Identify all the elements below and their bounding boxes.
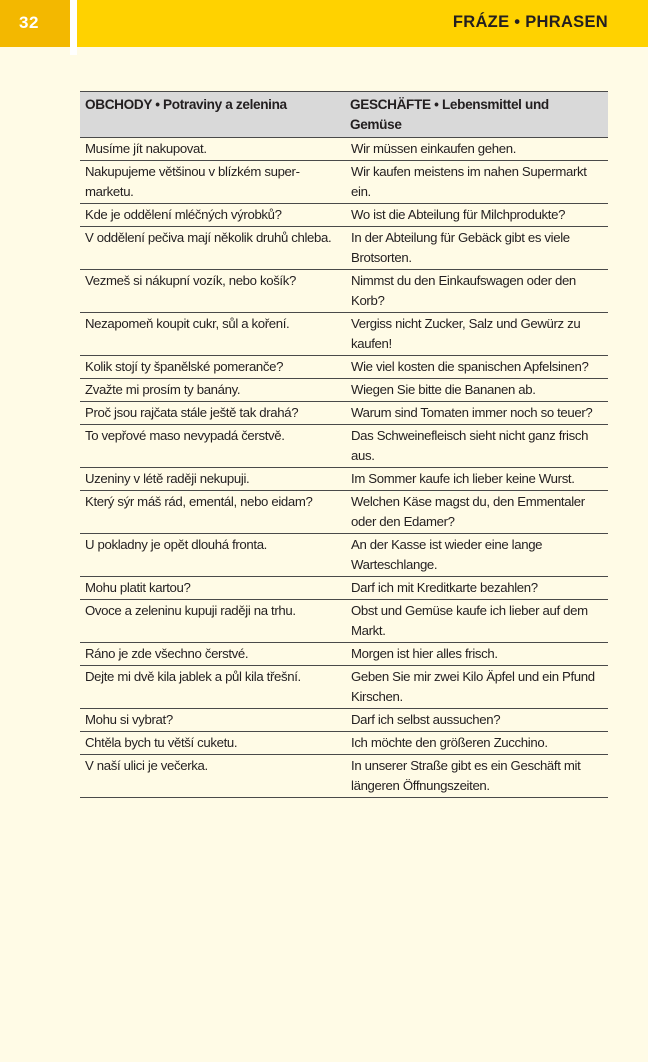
table-row (80, 577, 608, 600)
phrase-cz: Uzeniny v létě raději nekupuji. (80, 468, 345, 491)
phrase-de: Das Schweinefleisch sieht nicht ganz frisch aus. (345, 425, 608, 468)
phrase-cz: Mohu si vybrat? (80, 709, 345, 732)
table-body (80, 138, 608, 798)
phrase-cz: Vezmeš si nákupní vozík, nebo košík? (80, 270, 345, 313)
table-row (80, 379, 608, 402)
phrase-cz: Chtěla bych tu větší cuketu. (80, 732, 345, 755)
table-row (80, 356, 608, 379)
table-header-row (80, 92, 608, 138)
phrase-de: Ich möchte den größeren Zucchino. (345, 732, 608, 755)
phrase-de: Wie viel kosten die spanischen Apfelsinen? (345, 356, 608, 379)
table-row (80, 491, 608, 534)
phrase-de: In der Abteilung für Gebäck gibt es viele Brotsorten. (345, 227, 608, 270)
phrase-de: Geben Sie mir zwei Kilo Äpfel und ein Pfund Kirschen. (345, 666, 608, 709)
table-row (80, 204, 608, 227)
table-row (80, 732, 608, 755)
phrase-de: Darf ich selbst aussuchen? (345, 709, 608, 732)
phrase-de: Nimmst du den Einkaufswagen oder den Korb? (345, 270, 608, 313)
phrase-cz: V oddělení pečiva mají několik druhů chleba. (80, 227, 345, 270)
phrase-de: Im Sommer kaufe ich lieber keine Wurst. (345, 468, 608, 491)
phrase-cz: Nakupujeme většinou v blízkém super-marketu. (80, 161, 345, 204)
header-cz: OBCHODY • Potraviny a zelenina (80, 92, 345, 138)
phrase-cz: Kde je oddělení mléčných výrobků? (80, 204, 345, 227)
page-number: 32 (19, 12, 39, 32)
table-row (80, 138, 608, 161)
table-row (80, 402, 608, 425)
phrase-de: In unserer Straße gibt es ein Geschäft mit längeren Öffnungszeiten. (345, 755, 608, 798)
table-row (80, 425, 608, 468)
phrase-cz: Mohu platit kartou? (80, 577, 345, 600)
phrase-cz: Proč jsou rajčata stále ještě tak drahá? (80, 402, 345, 425)
phrase-cz: Nezapomeň koupit cukr, sůl a koření. (80, 313, 345, 356)
table-row (80, 468, 608, 491)
table-row (80, 227, 608, 270)
phrase-cz: Musíme jít nakupovat. (80, 138, 345, 161)
phrase-cz: To vepřové maso nevypadá čerstvě. (80, 425, 345, 468)
phrase-de: Wir müssen einkaufen gehen. (345, 138, 608, 161)
table-row (80, 313, 608, 356)
page-strip (70, 0, 77, 55)
table-row (80, 600, 608, 643)
phrase-cz: Zvažte mi prosím ty banány. (80, 379, 345, 402)
table-row (80, 755, 608, 798)
phrase-de: Vergiss nicht Zucker, Salz und Gewürz zu kaufen! (345, 313, 608, 356)
phrase-de: Wir kaufen meistens im nahen Supermarkt ein. (345, 161, 608, 204)
page-number-box (0, 0, 70, 47)
phrase-cz: Ovoce a zeleninu kupuji raději na trhu. (80, 600, 345, 643)
phrase-de: Wo ist die Abteilung für Milchprodukte? (345, 204, 608, 227)
section-title: FRÁZE • PHRASEN (452, 13, 608, 31)
table-row (80, 270, 608, 313)
phrase-de: An der Kasse ist wieder eine lange Warteschlange. (345, 534, 608, 577)
phrase-de: Wiegen Sie bitte die Bananen ab. (345, 379, 608, 402)
phrase-de: Warum sind Tomaten immer noch so teuer? (345, 402, 608, 425)
phrase-cz: U pokladny je opět dlouhá fronta. (80, 534, 345, 577)
phrase-de: Morgen ist hier alles frisch. (345, 643, 608, 666)
phrase-de: Obst und Gemüse kaufe ich lieber auf dem Markt. (345, 600, 608, 643)
table-row (80, 666, 608, 709)
phrase-cz: Dejte mi dvě kila jablek a půl kila třešní. (80, 666, 345, 709)
phrase-de: Darf ich mit Kreditkarte bezahlen? (345, 577, 608, 600)
phrase-cz: V naší ulici je večerka. (80, 755, 345, 798)
table-row (80, 534, 608, 577)
header-de: GESCHÄFTE • Lebensmittel und Gemüse (345, 92, 608, 138)
table-row (80, 643, 608, 666)
table-row (80, 161, 608, 204)
phrase-cz: Který sýr máš rád, ementál, nebo eidam? (80, 491, 345, 534)
phrase-cz: Ráno je zde všechno čerstvé. (80, 643, 345, 666)
table-row (80, 709, 608, 732)
phrase-cz: Kolik stojí ty španělské pomeranče? (80, 356, 345, 379)
phrase-de: Welchen Käse magst du, den Emmentaler oder den Edamer? (345, 491, 608, 534)
phrase-table (80, 91, 608, 798)
